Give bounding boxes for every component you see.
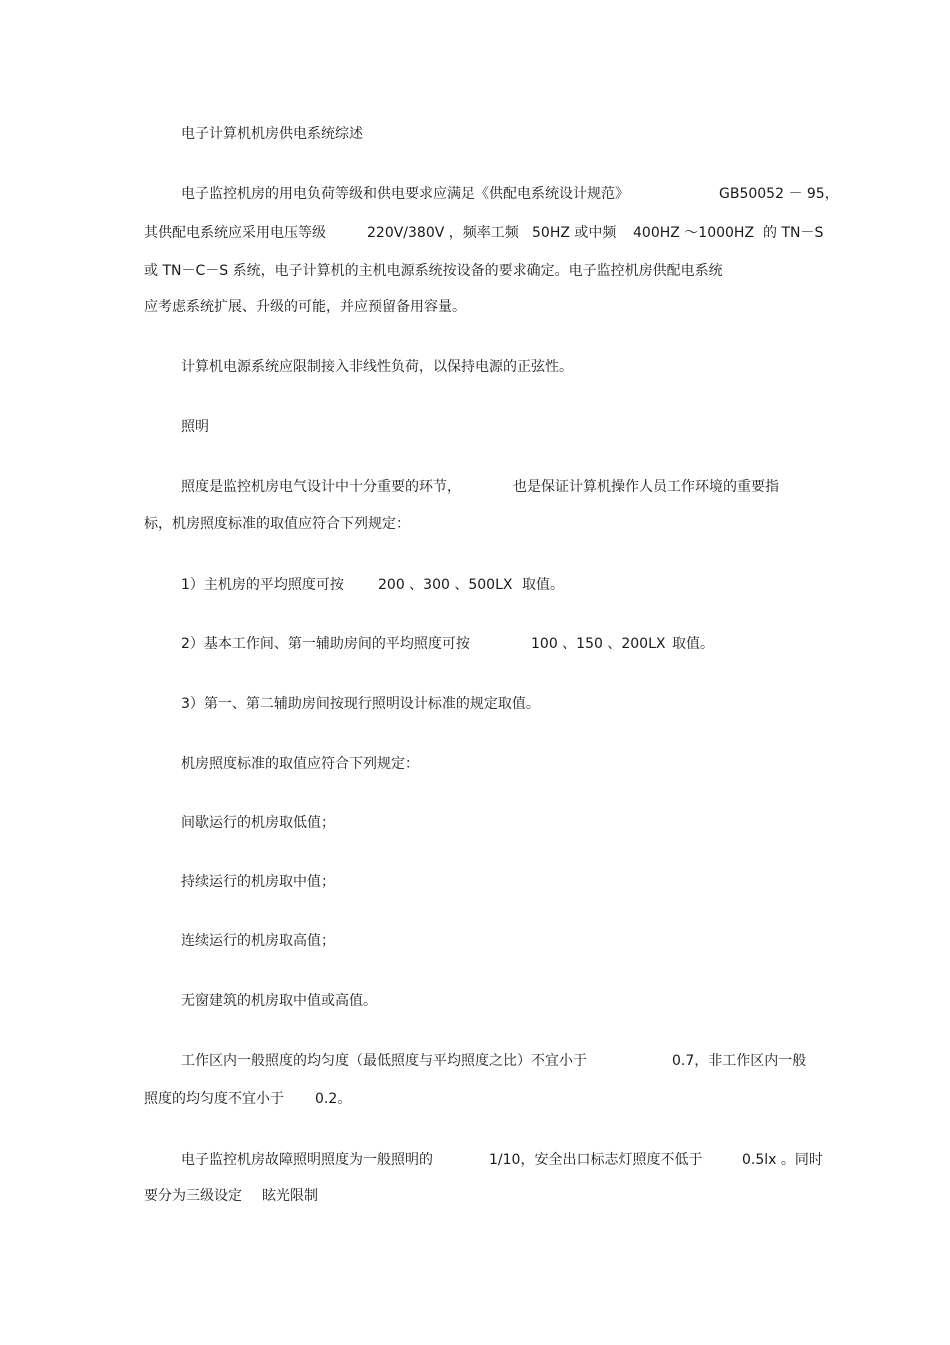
paragraph-line-fragment: 0.2。 — [315, 1091, 352, 1107]
paragraph-line-fragment: 也是保证计算机操作人员工作环境的重要指 — [513, 479, 779, 495]
paragraph-line-fragment: 50HZ 或中频 — [532, 225, 617, 241]
paragraph-line-fragment: 0.5lx 。同时 — [742, 1152, 823, 1168]
list-item-suffix: 取值。 — [522, 577, 564, 593]
paragraph-line: 其供配电系统应采用电压等级 — [144, 225, 326, 241]
paragraph-line-fragment: 1/10，安全出口标志灯照度不低于 — [489, 1152, 703, 1168]
rule-item: 持续运行的机房取中值； — [181, 874, 335, 890]
section-heading-power-supply: 电子计算机机房供电系统综述 — [181, 126, 363, 142]
list-item: 1）主机房的平均照度可按 — [181, 577, 344, 593]
paragraph-line-fragment: 的 TN－S — [763, 225, 824, 241]
list-item-value: 100 、150 、200LX — [531, 636, 666, 652]
paragraph: 机房照度标准的取值应符合下列规定： — [181, 756, 419, 772]
paragraph-line-fragment: 220V/380V ，频率工频 — [367, 225, 519, 241]
paragraph-line: 要分为三级设定 — [144, 1188, 242, 1204]
paragraph-line: 电子监控机房故障照明照度为一般照明的 — [181, 1152, 433, 1168]
list-item: 3）第一、第二辅助房间按现行照明设计标准的规定取值。 — [181, 696, 540, 712]
paragraph-line-fragment: 0.7，非工作区内一般 — [672, 1053, 807, 1069]
paragraph-line: 照度的均匀度不宜小于 — [144, 1091, 284, 1107]
section-heading-lighting: 照明 — [181, 419, 209, 435]
paragraph-line-fragment: GB50052 － 95， — [719, 186, 839, 202]
list-item-suffix: 取值。 — [672, 636, 714, 652]
rule-item: 间歇运行的机房取低值； — [181, 815, 335, 831]
paragraph-line: 照度是监控机房电气设计中十分重要的环节， — [181, 479, 461, 495]
paragraph-line: 应考虑系统扩展、升级的可能，并应预留备用容量。 — [144, 299, 466, 315]
paragraph-line: 电子监控机房的用电负荷等级和供电要求应满足《供配电系统设计规范》 — [181, 186, 629, 202]
paragraph-line-fragment: 400HZ ～1000HZ — [633, 225, 755, 241]
paragraph: 计算机电源系统应限制接入非线性负荷，以保持电源的正弦性。 — [181, 359, 573, 375]
rule-item: 无窗建筑的机房取中值或高值。 — [181, 993, 377, 1009]
list-item-value: 200 、300 、500LX — [378, 577, 513, 593]
paragraph-line: 工作区内一般照度的均匀度（最低照度与平均照度之比）不宜小于 — [181, 1053, 587, 1069]
rule-item: 连续运行的机房取高值； — [181, 933, 335, 949]
list-item: 2）基本工作间、第一辅助房间的平均照度可按 — [181, 636, 470, 652]
section-heading-glare-limit: 眩光限制 — [262, 1188, 318, 1204]
paragraph-line: 或 TN－C－S 系统，电子计算机的主机电源系统按设备的要求确定。电子监控机房供配电系统 — [144, 263, 723, 279]
paragraph-line: 标，机房照度标准的取值应符合下列规定： — [144, 516, 410, 532]
